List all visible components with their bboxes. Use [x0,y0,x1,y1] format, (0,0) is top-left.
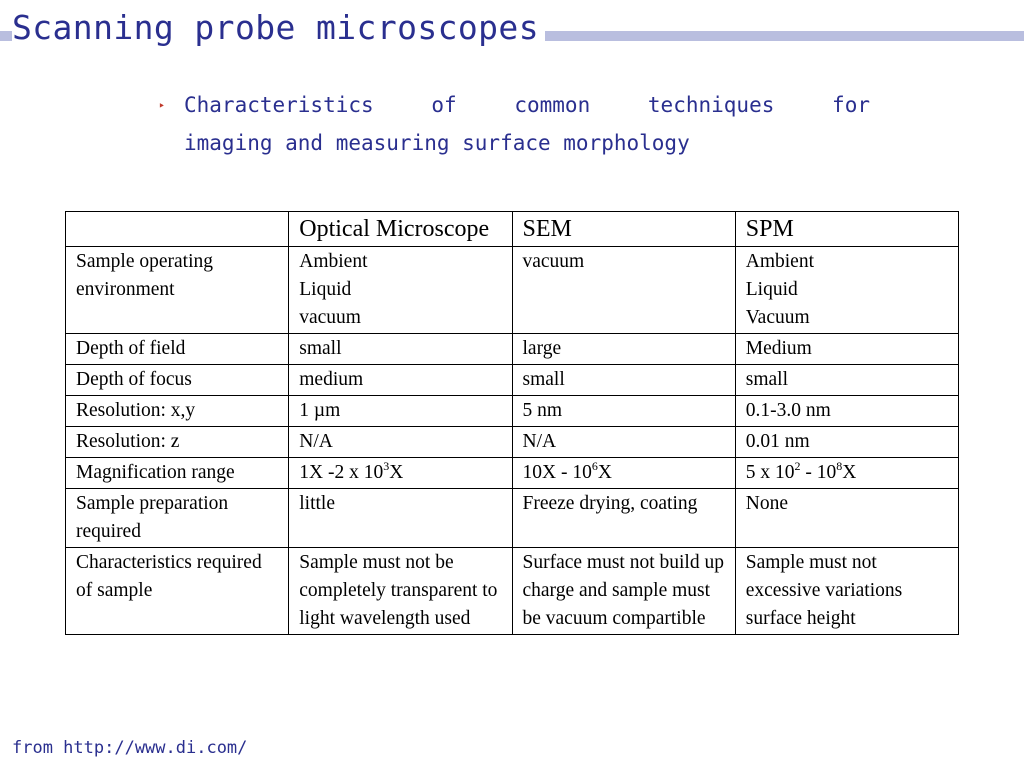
comparison-table [65,211,959,635]
cell-line: Ambient [745,251,814,272]
cell-optical: 1 µm [289,396,512,427]
cell-optical: Sample must not be completely transparent to light wavelength used [289,548,512,635]
value-exponent: 8 [836,459,843,473]
cell-line: Vacuum [745,307,810,328]
value-base: 1X -2 x 10 [299,462,384,483]
row-label: Depth of focus [66,365,289,396]
header-cell-sem: SEM [512,212,735,247]
value-suffix: X [389,462,404,483]
table-row-depth-of-field [66,334,959,365]
cell-optical: medium [289,365,512,396]
row-label: Sample preparation required [66,489,289,548]
cell-spm: 0.1-3.0 nm [735,396,958,427]
header-cell-blank [66,212,289,247]
cell-spm: Medium [735,334,958,365]
table-row-magnification [66,458,959,489]
value-exponent: 6 [591,459,598,473]
slide-title: Scanning probe microscopes [12,6,545,50]
table-row-resolution-xy [66,396,959,427]
row-label: Characteristics required of sample [66,548,289,635]
value-base: 5 x 10 [745,462,795,483]
row-label: Resolution: x,y [66,396,289,427]
value-suffix: X [842,462,857,483]
cell-line: Liquid [299,279,352,300]
cell-line: Ambient [299,251,368,272]
cell-spm: Sample must not excessive variations surface height [735,548,958,635]
cell-sem: Freeze drying, coating [512,489,735,548]
table-row-preparation [66,489,959,548]
cell-optical: N/A [289,427,512,458]
table-row-resolution-z [66,427,959,458]
value-middle: - 10 [800,462,837,483]
bullet-text-line-2: imaging and measuring surface morphology [184,131,690,155]
bullet-text [184,86,870,162]
source-footer: from http://www.di.com/ [12,738,248,758]
table-row-environment [66,247,959,334]
cell-optical [289,247,512,334]
bullet-marker-icon: ‣ [158,99,166,113]
cell-line: Liquid [745,279,798,300]
cell-optical: little [289,489,512,548]
cell-sem: large [512,334,735,365]
cell-optical: small [289,334,512,365]
header-cell-spm: SPM [735,212,958,247]
cell-spm: 0.01 nm [735,427,958,458]
cell-spm [735,247,958,334]
value-suffix: X [597,462,612,483]
row-label: Depth of field [66,334,289,365]
cell-sem: small [512,365,735,396]
table-header-row [66,212,959,247]
bullet-text-line-1: Characteristics of common techniques for [184,93,870,117]
cell-sem: Surface must not build up charge and sample must be vacuum compartible [512,548,735,635]
value-exponent: 3 [383,459,390,473]
cell-sem [512,458,735,489]
table-row-characteristics [66,548,959,635]
cell-sem: N/A [512,427,735,458]
cell-sem: 5 nm [512,396,735,427]
row-label: Resolution: z [66,427,289,458]
value-exponent: 2 [794,459,801,473]
bullet-point [150,86,870,162]
cell-optical [289,458,512,489]
table-row-depth-of-focus [66,365,959,396]
row-label: Magnification range [66,458,289,489]
row-label: Sample operating environment [66,247,289,334]
cell-spm [735,458,958,489]
cell-spm: None [735,489,958,548]
cell-sem: vacuum [512,247,735,334]
value-base: 10X - 10 [522,462,592,483]
cell-line: vacuum [299,307,361,328]
cell-spm: small [735,365,958,396]
header-cell-optical: Optical Microscope [289,212,512,247]
